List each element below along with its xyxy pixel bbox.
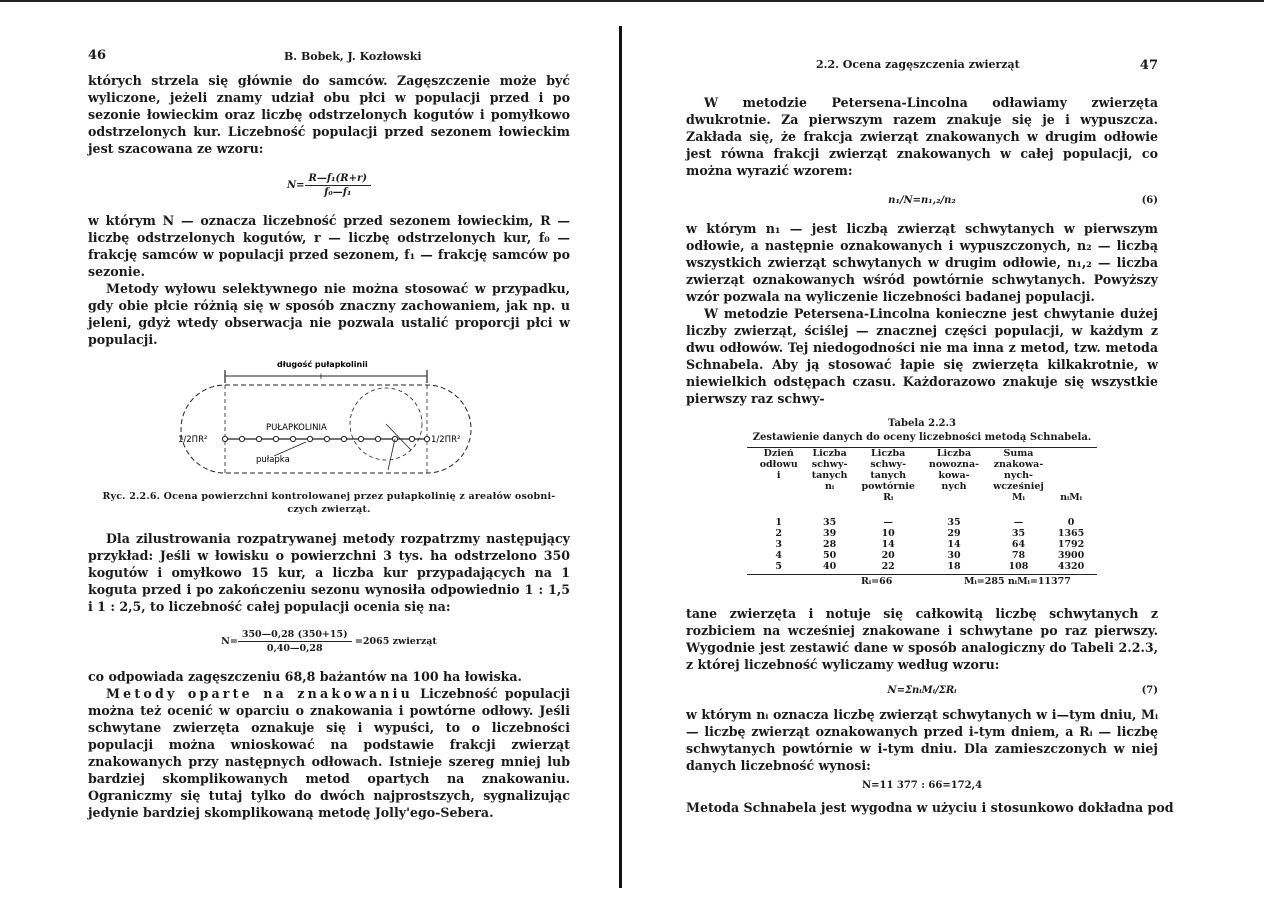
header-line: nowozna- — [928, 459, 980, 470]
table-subtitle: Zestawienie danych do oceny liczebności metodą Schnabela. — [752, 432, 1092, 443]
formula-result: =2065 zwierząt — [354, 636, 437, 647]
paragraph-text: Liczebność populacji można też ocenić w oparciu o znakowania i powtórne odłowy. Jeśli schwytane zwierzęta oznakuje się i wypuści, to o liczebności populacji można wnioskować na podstawie frakcji zwierząt znakowanych przy następnych odłowach. Istnieje szereg mniej lub bardziej skomplikowanych metod opartych na znakowaniu. Ograniczmy się tutaj tylko do dwóch najprostszych, sygnalizując jedynie bardziej skomplikowaną metodę Jolly'ego-Sebera. — [88, 686, 570, 820]
header-line: nych- — [1003, 470, 1033, 481]
caption-line: czych zwierząt. — [287, 504, 371, 515]
table-cell: 4 — [775, 550, 783, 561]
formula-lhs: N= — [287, 180, 305, 191]
table-cell: 108 — [1008, 561, 1029, 572]
table-header — [805, 448, 855, 503]
paragraph: Metoda Schnabela jest wygodna w użyciu i stosunkowo dokładna pod — [686, 800, 1174, 815]
formula-6 — [686, 195, 1158, 206]
table-cell: 39 — [822, 528, 837, 539]
table-cell: 14 — [947, 539, 961, 550]
right-page — [686, 50, 1174, 816]
left-area-formula: 1/2ΠR² — [178, 435, 208, 445]
running-head: 2.2. Ocena zagęszczenia zwierząt — [816, 58, 1020, 71]
formula-8 — [686, 780, 1158, 791]
header-line: Mᵢ — [1012, 492, 1025, 503]
table-header — [986, 448, 1051, 503]
trapline-label: PUŁAPKOLINIA — [266, 423, 327, 433]
page-number: 46 — [88, 48, 107, 63]
table-totals — [686, 575, 1158, 589]
equation-number: (7) — [1141, 685, 1158, 696]
header-line: i — [776, 470, 781, 481]
header-line: schwy- — [870, 459, 907, 470]
header-line: schwy- — [811, 459, 848, 470]
table-row — [753, 528, 1092, 539]
header-line: nᵢ — [825, 481, 835, 492]
length-label: długość pułapkolinii — [277, 360, 368, 369]
header-line: Dzień — [763, 448, 794, 459]
table-cell: 3 — [775, 539, 783, 550]
table-cell: — — [883, 517, 893, 528]
table-cell: 64 — [1011, 539, 1026, 550]
table-cell: 30 — [947, 550, 961, 561]
length-symbol: l — [320, 373, 322, 381]
table-cell: 3900 — [1057, 550, 1085, 561]
header-line: Liczba — [936, 448, 972, 459]
formula-denominator: 0,40—0,28 — [266, 643, 323, 654]
paragraph: w którym n₁ — jest liczbą zwierząt schwytanych w pierwszym odłowie, a następnie oznakowanych i wypuszczonych, n₂ — liczbą wszystkich zwierząt schwytanych w drugim odłowie, n₁,₂ — liczba zwierząt oznakowanych wśród powtórnie schwytanych. Powyższy wzór pozwala na wyliczenie liczebności badanej populacji. — [686, 221, 1158, 304]
formula-7 — [686, 685, 1158, 696]
paragraph: w którym nᵢ oznacza liczbę zwierząt schwytanych w i—tym dniu, Mᵢ — liczbę zwierząt oznakowanych przed i-tym dniem, a Rᵢ — liczbę schwytanych powtórnie w i-tym dniu. Dla zamieszczonych w niej danych liczebność wynosi: — [686, 707, 1158, 773]
table-cell: 2 — [775, 528, 783, 539]
paragraph: Dla zilustrowania rozpatrywanej metody rozpatrzmy następujący przykład: Jeśli w łowisku o powierzchni 3 tys. ha odstrzelono 350 kogutów i omyłkowo 15 kur, a liczba kur przypadających na 1 koguta przed i po zakończeniu sezonu wynosiła odpowiednio 1 : 1,5 i 1 : 2,5, to liczebność całej populacji ocenia się na: — [88, 531, 570, 614]
left-header — [88, 50, 570, 72]
page-number: 47 — [1139, 58, 1158, 73]
table-section — [686, 417, 1158, 589]
table-header — [753, 448, 805, 503]
paragraph: Metody wyłowu selektywnego nie można stosować w przypadku, gdy obie płcie różnią się w sposób znaczny zachowaniem, jak np. u jeleni, gdyż wtedy obserwacja nie pozwala ustalić proporcji płci w populacji. — [88, 281, 570, 347]
running-head: B. Bobek, J. Kozłowski — [284, 50, 422, 63]
table-cell: 10 — [881, 528, 895, 539]
header-line: powtórnie — [861, 481, 915, 492]
total-r: Rᵢ=66 — [861, 576, 893, 587]
table-title: Tabela 2.2.3 — [888, 418, 956, 429]
table-header — [1051, 448, 1091, 503]
paragraph: W metodzie Petersena-Lincolna odławiamy zwierzęta dwukrotnie. Za pierwszym razem znakuje się je i wypuszcza. Zakłada się, że frakcja zwierząt znakowanych w drugim odłowie jest równa frakcji zwierząt znakowanych w całej populacji, co można wyrazić wzorem: — [686, 95, 1158, 178]
table-row — [753, 503, 1092, 528]
formula-numerator: R—f₁(R+r) — [305, 173, 371, 186]
formula-1 — [88, 173, 570, 198]
table-cell: 35 — [947, 517, 961, 528]
table-header — [854, 448, 921, 503]
table-cell: 14 — [881, 539, 895, 550]
table-cell: 50 — [822, 550, 837, 561]
table-cell: 78 — [1011, 550, 1026, 561]
table-cell: 40 — [822, 561, 837, 572]
right-area-formula: 1/2ΠR² — [431, 435, 461, 445]
table-cell: — — [1013, 517, 1024, 528]
left-page — [88, 50, 570, 821]
table-cell: 18 — [947, 561, 961, 572]
table-row — [753, 561, 1092, 572]
table-cell: 4320 — [1057, 561, 1085, 572]
header-line: nᵢMᵢ — [1060, 492, 1083, 503]
header-line: Rᵢ — [883, 492, 894, 503]
caption-line: Ryc. 2.2.6. Ocena powierzchni kontrolowanej przez pułapkolinię z areałów osobni- — [102, 491, 556, 502]
figure-caption — [88, 490, 570, 516]
paragraph: w którym N — oznacza liczebność przed sezonem łowieckim, R — liczbę odstrzelonych kogutów, r — liczbę odstrzelonych kur, f₀ — frakcję samców w populacji przed sezonem, f₁ — frakcję samców po sezonie. — [88, 213, 570, 279]
equation-number: (6) — [1141, 195, 1158, 206]
header-line: Liczba — [812, 448, 847, 459]
header-line: Liczba — [871, 448, 906, 459]
paragraph: co odpowiada zagęszczeniu 68,8 bażantów na 100 ha łowiska. — [88, 669, 522, 684]
header-line: znakowa- — [993, 459, 1044, 470]
table-cell: 28 — [822, 539, 837, 550]
table-cell: 35 — [822, 517, 837, 528]
table-cell: 5 — [775, 561, 783, 572]
formula-lhs: N= — [221, 636, 238, 647]
formula-text: N=ΣnᵢMᵢ/ΣRᵢ — [887, 685, 957, 696]
book-spine — [619, 26, 622, 888]
table-row — [753, 539, 1092, 550]
header-line: Suma — [1003, 448, 1034, 459]
header-line: kowa- — [938, 470, 970, 481]
paragraph: W metodzie Petersena-Lincolna konieczne jest chwytanie dużej liczby zwierząt, ściślej — znacznej części populacji, w każdym z dwu odłowów. Tej niedogodności nie ma inna z metod, tzw. metoda Schnabela. Aby ją stosować łapie się zwierzęta kilkakrotnie, w niewielkich odstępach czasu. Każdorazowo znakuje się wszystkie pierwszy raz schwy- — [686, 306, 1158, 406]
top-border — [0, 0, 1264, 2]
formula-text: N=11 377 : 66=172,4 — [861, 780, 983, 791]
paragraph — [88, 685, 570, 821]
table-row — [753, 550, 1092, 561]
table-cell: 1365 — [1057, 528, 1085, 539]
right-header — [686, 50, 1158, 72]
table-cell: 0 — [1067, 517, 1075, 528]
trap-label: pułapka — [256, 455, 290, 465]
table-header — [922, 448, 986, 503]
trapline-diagram — [88, 358, 570, 488]
schnabel-table — [753, 448, 1092, 572]
table-cell: 1792 — [1057, 539, 1085, 550]
section-heading: Metody oparte na znakowaniu — [106, 686, 413, 701]
formula-2 — [88, 629, 570, 654]
formula-text: n₁/N=n₁,₂/n₂ — [888, 195, 956, 206]
table-cell: 35 — [1011, 528, 1026, 539]
header-line: odłowu — [759, 459, 798, 470]
formula-denominator: f₀—f₁ — [324, 187, 352, 198]
header-line: tanych — [870, 470, 907, 481]
figure-trapline — [88, 358, 570, 488]
header-line: wcześniej — [993, 481, 1044, 492]
paragraph: tane zwierzęta i notuje się całkowitą liczbę schwytanych z rozbiciem na wcześniej znakowane i schwytane po raz pierwszy. Wygodnie jest zestawić dane w sposób analogiczny do Tabeli 2.2.3, z której liczebność wyliczamy według wzoru: — [686, 606, 1158, 672]
table-cell: 29 — [947, 528, 961, 539]
table-cell: 1 — [775, 517, 783, 528]
total-m: Mᵢ=285 nᵢMᵢ=11377 — [964, 576, 1071, 587]
header-line: tanych — [811, 470, 848, 481]
formula-numerator: 350—0,28 (350+15) — [238, 629, 352, 642]
paragraph: których strzela się głównie do samców. Zagęszczenie może być wyliczone, jeżeli znamy udział obu płci w populacji przed i po sezonie łowieckim oraz liczbę odstrzelonych kogutów i pomyłkowo odstrzelonych kur. Liczebność populacji przed sezonem łowieckim jest szacowana ze wzoru: — [88, 73, 570, 156]
table-cell: 22 — [881, 561, 895, 572]
table-cell: 20 — [881, 550, 895, 561]
header-line: nych — [941, 481, 967, 492]
